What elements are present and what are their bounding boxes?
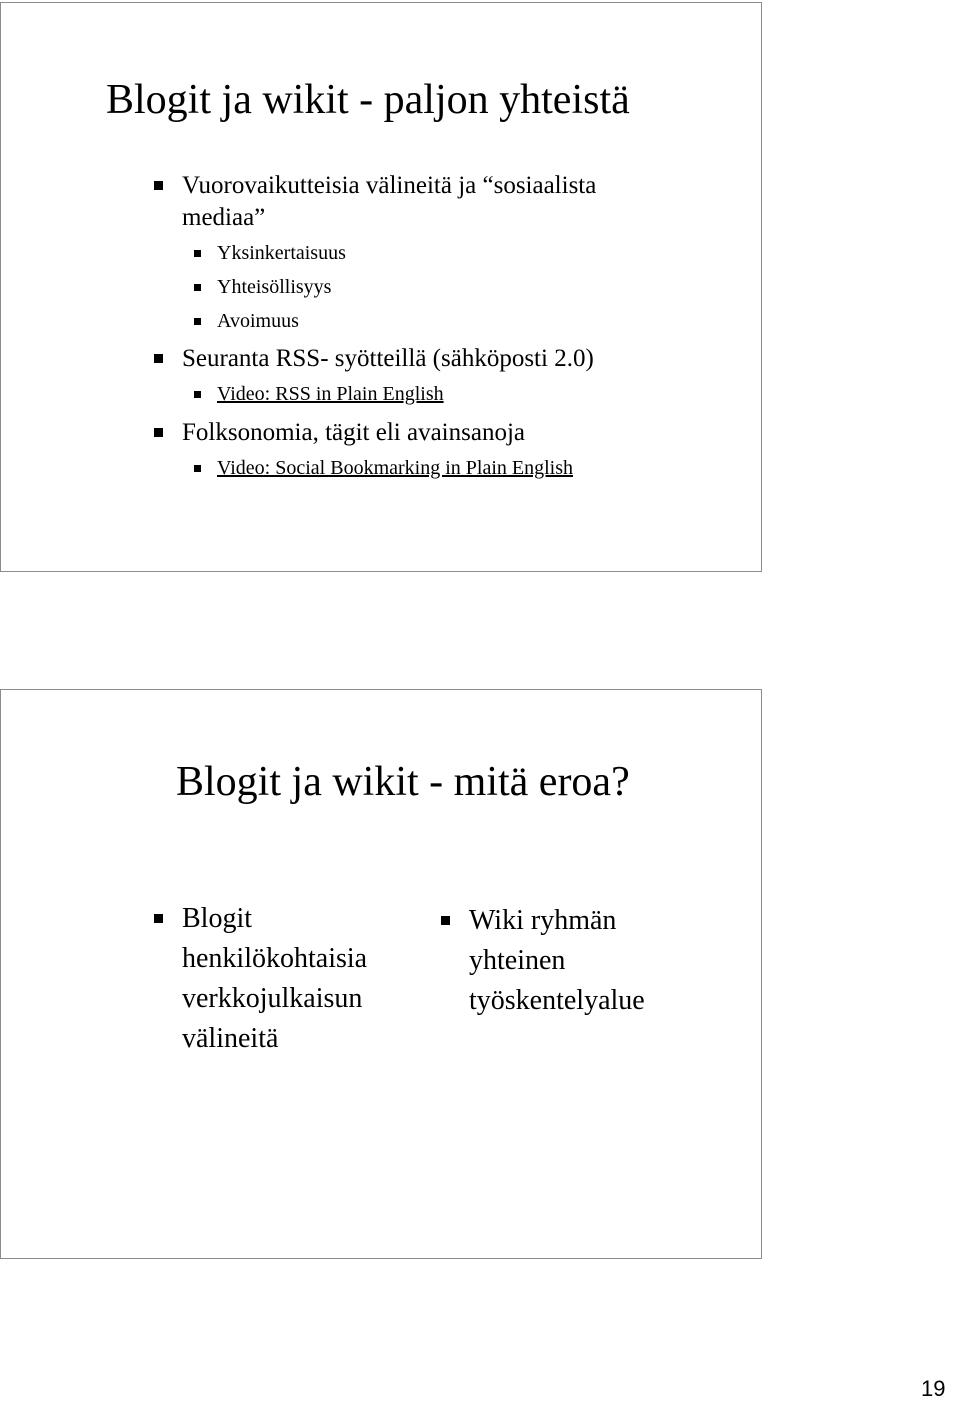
left-column-line: verkkojulkaisun	[182, 983, 363, 1014]
bullet-text-continued: mediaa”	[182, 204, 266, 231]
sub-bullet-text: Yksinkertaisuus	[217, 242, 346, 264]
right-column-line: yhteinen	[469, 945, 566, 976]
bullet-icon	[441, 916, 450, 925]
sub-bullet-icon	[194, 250, 201, 257]
left-column-line: henkilökohtaisia	[182, 943, 368, 974]
slide-2-title: Blogit ja wikit - mitä eroa?	[176, 759, 630, 805]
bullet-icon	[154, 181, 163, 190]
sub-bullet-icon	[194, 465, 201, 472]
sub-bullet-icon	[194, 318, 201, 325]
left-column-line: välineitä	[182, 1023, 279, 1054]
slide-1-title: Blogit ja wikit - paljon yhteistä	[106, 77, 630, 123]
right-column-text	[469, 901, 729, 1021]
bullet-text: Folksonomia, tägit eli avainsanoja	[182, 419, 525, 446]
page-number: 19	[921, 1376, 946, 1401]
left-column-text	[182, 899, 442, 1059]
sub-bullet-text: Avoimuus	[217, 310, 299, 332]
left-column-line: Blogit	[182, 903, 253, 934]
bullet-icon	[154, 354, 163, 363]
bullet-icon	[154, 914, 163, 923]
bullet-text: Vuorovaikutteisia välineitä ja “sosiaalista	[182, 172, 597, 199]
sub-bullet-text: Yhteisöllisyys	[217, 276, 332, 298]
video-link-social-bookmarking[interactable]: Video: Social Bookmarking in Plain English	[217, 457, 573, 479]
right-column-line: Wiki ryhmän	[469, 905, 617, 936]
bullet-icon	[154, 428, 163, 437]
bullet-text: Seuranta RSS- syötteillä (sähköposti 2.0)	[182, 345, 594, 372]
sub-bullet-icon	[194, 284, 201, 291]
sub-bullet-icon	[194, 391, 201, 398]
right-column-line: työskentelyalue	[469, 985, 645, 1016]
video-link-rss[interactable]: Video: RSS in Plain English	[217, 383, 444, 405]
